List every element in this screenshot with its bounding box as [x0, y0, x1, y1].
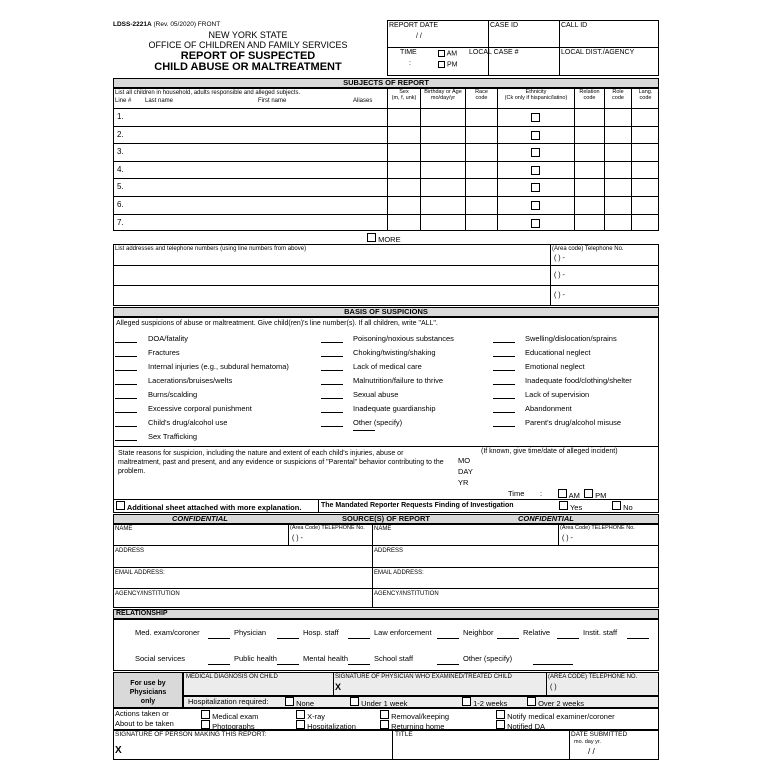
col-role-sub: code	[612, 94, 624, 101]
col-role	[605, 90, 631, 102]
yr-label: YR	[458, 478, 469, 487]
hospitalization-checkbox[interactable]	[527, 697, 536, 706]
col-divider	[420, 88, 421, 231]
am-checkbox[interactable]	[438, 50, 445, 57]
grid-divider	[559, 20, 560, 76]
basis-line-input[interactable]	[493, 376, 515, 385]
incident-pm-checkbox[interactable]	[584, 489, 593, 498]
physician-phone[interactable]: ( )	[550, 684, 557, 691]
basis-item-label: Swelling/dislocation/sprains	[525, 334, 617, 343]
row-divider	[113, 545, 659, 546]
basis-line-input[interactable]	[115, 376, 137, 385]
if-known-label: (If known, give time/date of alleged incident)	[481, 448, 618, 455]
physicians-word: Physicians	[129, 689, 167, 696]
col-race-label: Race	[475, 89, 488, 95]
hospitalization-option-label: 1-2 weeks	[473, 699, 508, 708]
call-id-label: CALL ID	[561, 22, 588, 29]
relationship-option: Relative	[523, 628, 551, 637]
action-checkbox[interactable]	[380, 710, 389, 719]
relationship-input[interactable]	[348, 657, 370, 665]
subjects-intro: List all children in household, adults responsible and alleged subjects.	[115, 90, 301, 96]
ethnicity-checkbox[interactable]	[531, 131, 540, 140]
relationship-option: Neighbor	[463, 628, 494, 637]
incident-am-label: AM	[568, 491, 580, 500]
actions-label-2: About to be taken	[115, 719, 174, 728]
basis-item-label: Poisoning/noxious substances	[353, 334, 454, 343]
address-phone-2[interactable]: ( ) -	[554, 272, 565, 279]
source2-phone-label: (Area Code) TELEPHONE No.	[560, 525, 635, 531]
basis-line-input[interactable]	[493, 348, 515, 357]
relationship-input[interactable]	[277, 657, 299, 665]
only-word: only	[140, 698, 156, 705]
col-divider	[604, 88, 605, 231]
relationship-option: Med. exam/coroner	[135, 628, 200, 637]
relationship-option: Physician	[234, 628, 267, 637]
local-dist-label: LOCAL DIST./AGENCY	[561, 49, 635, 56]
basis-line-input[interactable]	[493, 404, 515, 413]
basis-item-label: Child's drug/alcohol use	[148, 418, 228, 427]
col-divider	[288, 524, 289, 545]
col-divider	[546, 672, 547, 696]
hospitalization-option[interactable]	[527, 697, 584, 708]
date-submitted-label: DATE SUBMITTED	[571, 731, 628, 738]
col-divider	[372, 524, 373, 608]
hospitalization-option-label: Under 1 week	[361, 699, 408, 708]
col-ethnicity-sub: (Ck only if hispanic/latino)	[504, 94, 568, 101]
col-divider	[631, 88, 632, 231]
state-reasons: State reasons for suspicion, including the nature and extent of each child's injuries, abuse or maltreatment, past and present, and any evidence or suspicions of "Parental" behavior contributing to the problem.	[118, 450, 444, 475]
basis-line-input[interactable]	[321, 390, 343, 399]
ethnicity-checkbox[interactable]	[531, 166, 540, 175]
basis-line-input[interactable]	[115, 390, 137, 399]
hospitalization-option[interactable]	[462, 697, 507, 708]
mo-label: MO	[458, 456, 471, 465]
no-label: No	[623, 503, 633, 512]
day-label: DAY	[458, 467, 473, 476]
grid-divider	[387, 47, 659, 48]
date-submitted-sub: mo. day yr.	[574, 739, 601, 745]
col-birthday-label: Birthday or Age	[424, 89, 462, 95]
basis-item-label: Lack of medical care	[353, 362, 422, 371]
additional-sheet[interactable]	[116, 501, 301, 512]
address-phone-1[interactable]: ( ) -	[554, 255, 565, 262]
form-id	[113, 22, 220, 29]
hospitalization-checkbox[interactable]	[462, 697, 471, 706]
relationship-input[interactable]	[437, 631, 459, 639]
physician-phone-label: (AREA CODE) TELEPHONE NO.	[548, 674, 638, 680]
relationship-option: Hosp. staff	[303, 628, 339, 637]
action-option-label: Notify medical examiner/coroner	[507, 712, 615, 721]
basis-line-input[interactable]	[115, 418, 137, 427]
basis-item-label: Sex Trafficking	[148, 432, 198, 441]
ethnicity-checkbox[interactable]	[531, 201, 540, 210]
hospitalization-option-label: None	[296, 699, 315, 708]
basis-item-label: Lack of supervision	[525, 390, 590, 399]
subject-line-number: 4.	[117, 164, 124, 174]
relationship-input[interactable]	[348, 631, 370, 639]
col-divider	[574, 88, 575, 231]
relationship-option: Law enforcement	[374, 628, 432, 637]
grid-divider	[488, 20, 489, 76]
col-relation	[575, 90, 604, 102]
basis-item-label: Burns/scalding	[148, 390, 198, 399]
col-divider	[558, 524, 559, 545]
col-last-name: Last name	[145, 98, 174, 104]
basis-line-input[interactable]	[321, 404, 343, 413]
relationship-title: RELATIONSHIP	[116, 610, 168, 617]
incident-pm-label: PM	[595, 491, 607, 500]
no-checkbox[interactable]	[612, 501, 621, 510]
basis-line-input[interactable]	[115, 362, 137, 371]
incident-time-field[interactable]: :	[540, 489, 543, 498]
basis-line-input[interactable]	[493, 390, 515, 399]
basis-item-label: Malnutrition/failure to thrive	[353, 376, 444, 385]
col-lang-sub: code	[639, 94, 652, 101]
physician-signature-x[interactable]: X	[335, 682, 342, 692]
subject-name-field[interactable]	[117, 127, 385, 143]
address-phone-3[interactable]: ( ) -	[554, 292, 565, 299]
col-divider	[569, 730, 570, 760]
source1-phone[interactable]: ( ) -	[292, 535, 303, 542]
relationship-input[interactable]	[437, 657, 459, 665]
pm-checkbox[interactable]	[438, 61, 445, 68]
physicians-only-label	[114, 679, 182, 706]
basis-item-label: Inadequate guardianship	[353, 404, 436, 413]
subject-name-field[interactable]	[117, 162, 385, 178]
basis-bar: BASIS OF SUSPICIONS	[113, 307, 659, 317]
date-submitted-field[interactable]: / /	[588, 747, 595, 756]
yes-label: Yes	[569, 503, 583, 512]
basis-line-input[interactable]	[321, 334, 343, 343]
action-checkbox[interactable]	[496, 710, 505, 719]
ethnicity-checkbox[interactable]	[531, 148, 540, 157]
subject-line-number: 3.	[117, 147, 124, 157]
case-id-label: CASE ID	[490, 22, 519, 29]
row-divider	[113, 265, 659, 266]
mandated-yes[interactable]	[559, 501, 582, 512]
subject-name-field[interactable]	[117, 179, 385, 195]
hospitalization-option[interactable]	[350, 697, 407, 708]
more-option[interactable]	[367, 233, 401, 244]
col-first-name: First name	[258, 98, 287, 104]
source1-phone-label: (Area Code) TELEPHONE No.	[290, 525, 365, 531]
subject-line-number: 6.	[117, 200, 124, 209]
source2-phone[interactable]: ( ) -	[562, 535, 573, 542]
row-divider	[113, 588, 659, 589]
other-specify-line[interactable]	[353, 430, 375, 431]
hospitalization-label: Hospitalization required:	[188, 697, 269, 706]
action-checkbox[interactable]	[496, 720, 505, 729]
col-divider	[318, 499, 319, 513]
local-case-label: LOCAL CASE #	[469, 49, 519, 56]
relationship-box	[113, 619, 659, 671]
row-divider	[113, 446, 659, 447]
report-date-label: REPORT DATE	[389, 22, 439, 29]
report-date-field[interactable]: / /	[416, 33, 422, 40]
source1-agency-label: AGENCY/INSTITUTION	[115, 591, 180, 597]
col-relation-label: Relation	[579, 89, 600, 95]
subject-line-number: 1.	[117, 112, 124, 121]
confidential-left: CONFIDENTIAL	[172, 514, 228, 523]
more-checkbox[interactable]	[367, 233, 376, 242]
time-label: TIME	[400, 49, 417, 56]
ethnicity-checkbox[interactable]	[531, 219, 540, 228]
source2-agency-label: AGENCY/INSTITUTION	[374, 591, 439, 597]
basis-line-input[interactable]	[321, 418, 343, 427]
form-title-line2: CHILD ABUSE OR MALTREATMENT	[154, 61, 342, 73]
physicians-only-box	[113, 672, 183, 708]
am-label: AM	[446, 50, 458, 58]
basis-line-input[interactable]	[115, 334, 137, 343]
mandated-no[interactable]	[612, 501, 633, 512]
subject-name-field[interactable]	[117, 215, 385, 231]
col-role-label: Role	[612, 89, 624, 95]
relationship-input[interactable]	[627, 631, 649, 639]
action-option-label: Returning home	[391, 722, 445, 731]
basis-item-label: Internal injuries (e.g., subdural hematoma)	[148, 362, 289, 371]
ethnicity-checkbox[interactable]	[531, 113, 540, 122]
source1-email-label: EMAIL ADDRESS:	[115, 570, 165, 576]
action-checkbox[interactable]	[201, 720, 210, 729]
basis-line-input[interactable]	[321, 348, 343, 357]
row-divider	[113, 285, 659, 286]
hospitalization-option[interactable]	[285, 697, 314, 708]
col-lang	[632, 90, 659, 102]
relationship-input[interactable]	[208, 631, 230, 639]
relationship-option: Public health	[234, 654, 277, 663]
basis-box	[113, 317, 659, 513]
additional-sheet-checkbox[interactable]	[116, 501, 125, 510]
relationship-bar	[113, 609, 659, 619]
confidential-right: CONFIDENTIAL	[518, 514, 574, 523]
col-lang-label: Lang.	[638, 89, 653, 95]
subject-name-field[interactable]	[117, 144, 385, 160]
action-option-label: Removal/keeping	[391, 712, 450, 721]
addresses-box	[113, 244, 659, 306]
col-divider	[550, 244, 551, 306]
source2-name-label: NAME	[374, 526, 392, 532]
relationship-other-input[interactable]	[533, 657, 573, 665]
col-sex	[388, 90, 420, 102]
basis-item-label: Other (specify)	[353, 418, 403, 427]
subject-line-number: 7.	[117, 217, 124, 227]
basis-item-label: Parent's drug/alcohol misuse	[525, 418, 622, 427]
hospitalization-checkbox[interactable]	[285, 697, 294, 706]
col-sex-sub: (m, f, unk)	[391, 94, 417, 101]
time-field[interactable]: :	[409, 60, 411, 67]
relationship-option: Social services	[135, 654, 186, 663]
col-birthday	[421, 90, 465, 102]
addresses-label: List addresses and telephone numbers (using line numbers from above)	[115, 246, 307, 252]
action-option-label: Notified DA	[507, 722, 546, 731]
basis-line-input[interactable]	[115, 432, 137, 441]
relationship-input[interactable]	[497, 631, 519, 639]
subject-name-field[interactable]	[117, 197, 385, 213]
relationship-input[interactable]	[208, 657, 230, 665]
basis-item-label: Educational neglect	[525, 348, 591, 357]
basis-item-label: Fractures	[148, 348, 180, 357]
basis-item-label: Abandonment	[525, 404, 572, 413]
subject-line-number: 5.	[117, 182, 124, 192]
hospitalization-checkbox[interactable]	[350, 697, 359, 706]
source1-name-label: NAME	[115, 526, 133, 532]
col-divider	[387, 88, 388, 231]
yes-checkbox[interactable]	[559, 501, 568, 510]
col-race	[466, 90, 497, 102]
basis-line-input[interactable]	[115, 404, 137, 413]
col-sex-label: Sex	[399, 89, 409, 95]
col-aliases: Aliases	[353, 98, 373, 104]
source2-email-label: EMAIL ADDRESS:	[374, 570, 424, 576]
basis-line-input[interactable]	[321, 362, 343, 371]
basis-item-label: Inadequate food/clothing/shelter	[525, 376, 632, 385]
col-ethnicity-label: Ethnicity	[525, 89, 547, 95]
row-divider	[113, 499, 659, 500]
action-option-label: Photographs	[212, 722, 255, 731]
action-option-label: X-ray	[307, 712, 326, 721]
additional-sheet-label: Additional sheet attached with more explanation.	[126, 503, 302, 512]
action-checkbox[interactable]	[380, 720, 389, 729]
col-divider	[497, 88, 498, 231]
subjects-bar: SUBJECTS OF REPORT	[113, 78, 659, 88]
col-birthday-sub: mo/day/yr	[430, 94, 456, 101]
basis-item-label: Emotional neglect	[525, 362, 585, 371]
col-divider	[465, 88, 466, 231]
sources-bar	[113, 514, 659, 524]
basis-item-label: DOA/fatality	[148, 334, 189, 343]
reporter-signature-x[interactable]: X	[115, 745, 122, 756]
office-name: OFFICE OF CHILDREN AND FAMILY SERVICES	[148, 40, 348, 50]
basis-item-label: Excessive corporal punishment	[148, 404, 252, 413]
col-divider	[333, 672, 334, 696]
form-id-code: LDSS-2221A	[113, 21, 152, 28]
relationship-option: Mental health	[303, 654, 349, 663]
physician-signature-label: SIGNATURE OF PHYSICIAN WHO EXAMINED/TREATED CHILD	[335, 674, 512, 680]
col-ethnicity	[498, 90, 574, 102]
hospitalization-option-label: Over 2 weeks	[538, 699, 584, 708]
for-use-by: For use by	[130, 680, 166, 687]
action-checkbox[interactable]	[296, 720, 305, 729]
diagnosis-label: MEDICAL DIAGNOSIS ON CHILD	[186, 674, 278, 680]
state-name: NEW YORK STATE	[208, 30, 288, 40]
actions-label-1: Actions taken or	[115, 709, 169, 718]
col-race-sub: code	[475, 94, 488, 101]
form-revision: (Rev. 05/2020) FRONT	[153, 21, 221, 28]
basis-item-label: Lacerations/bruises/welts	[148, 376, 233, 385]
basis-line-input[interactable]	[493, 362, 515, 371]
basis-line-input[interactable]	[493, 334, 515, 343]
action-option-label: Medical exam	[212, 712, 259, 721]
relationship-input[interactable]	[277, 631, 299, 639]
report-form	[113, 20, 659, 760]
title-label: TITLE	[395, 731, 413, 738]
incident-am-checkbox[interactable]	[558, 489, 567, 498]
source2-address-label: ADDRESS	[374, 548, 404, 554]
row-divider	[113, 567, 659, 568]
basis-line-input[interactable]	[321, 376, 343, 385]
col-relation-sub: code	[583, 94, 596, 101]
basis-item-label: Sexual abuse	[353, 390, 399, 399]
action-checkbox[interactable]	[296, 710, 305, 719]
relationship-input[interactable]	[557, 631, 579, 639]
source1-address-label: ADDRESS	[115, 548, 145, 554]
time-am[interactable]	[438, 50, 457, 58]
action-checkbox[interactable]	[201, 710, 210, 719]
relationship-option: School staff	[374, 654, 414, 663]
address-phone-label: (Area code) Telephone No.	[552, 246, 624, 252]
mandated-reporter-label: The Mandated Reporter Requests Finding of Investigation	[321, 502, 514, 509]
form-title-line1: REPORT OF SUSPECTED	[180, 50, 316, 62]
basis-intro: Alleged suspicions of abuse or maltreatment. Give child(ren)'s line number(s). If all children, write "ALL".	[116, 320, 438, 327]
col-divider	[392, 730, 393, 760]
action-option-label: Hospitalization	[307, 722, 356, 731]
reporter-signature-label: SIGNATURE OF PERSON MAKING THIS REPORT:	[115, 731, 267, 738]
more-label: MORE	[378, 235, 401, 244]
pm-label: PM	[446, 61, 458, 69]
relationship-option: Instit. staff	[583, 628, 618, 637]
sources-title: SOURCE(S) OF REPORT	[342, 514, 430, 523]
incident-time-label: Time	[508, 489, 525, 498]
col-line-no: Line #	[115, 98, 132, 104]
time-pm[interactable]	[438, 61, 457, 69]
relationship-option: Other (specify)	[463, 654, 513, 663]
basis-item-label: Choking/twisting/shaking	[353, 348, 436, 357]
subject-line-number: 2.	[117, 129, 124, 139]
basis-line-input[interactable]	[493, 418, 515, 427]
subject-name-field[interactable]	[117, 109, 385, 125]
ethnicity-checkbox[interactable]	[531, 183, 540, 192]
basis-line-input[interactable]	[115, 348, 137, 357]
